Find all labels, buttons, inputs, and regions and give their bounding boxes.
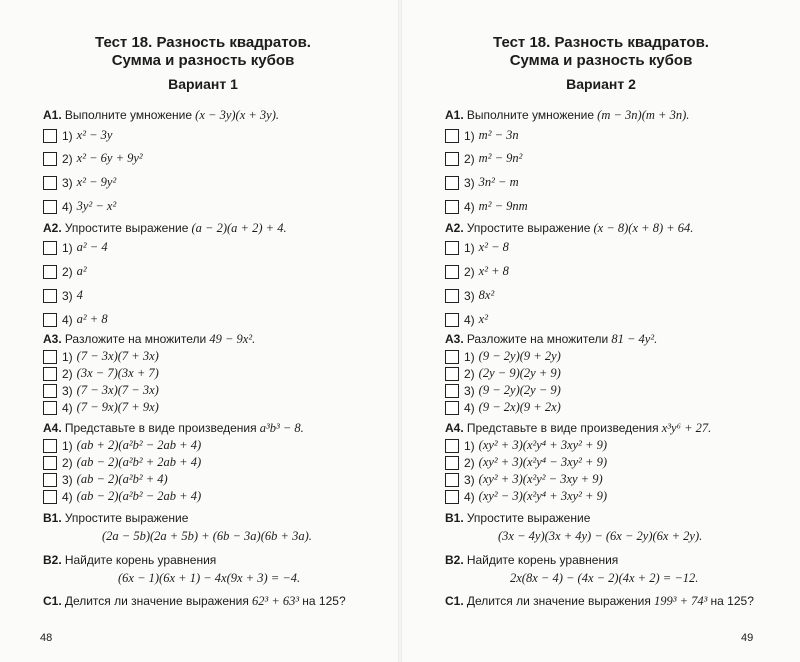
answer-checkbox[interactable] [43,473,57,487]
answer-checkbox[interactable] [43,313,57,327]
question-text: Выполните умножение [466,108,595,122]
question-expression: (2a − 5b)(2a + 5b) + (6b − 3a)(6b + 3a). [102,529,312,543]
question-number: B1. [43,511,62,525]
question-text: Упростите выражение [466,221,591,235]
question-text: Представьте в виде произведения [64,421,257,435]
question-c1 [43,594,346,609]
answer-checkbox[interactable] [445,313,459,327]
answer-checkbox[interactable] [43,176,57,190]
answer-option[interactable]: 4) x² [445,312,488,327]
answer-option[interactable]: 2) (xy² + 3)(x²y⁴ − 3xy² + 9) [445,455,607,470]
question-text: Разложите на множители [466,332,609,346]
test-title-line2: Сумма и разность кубов [111,52,295,69]
question-text: Упростите выражение [64,511,189,525]
answer-option[interactable]: 3) 4 [43,288,83,303]
answer-checkbox[interactable] [445,350,459,364]
answer-checkbox[interactable] [445,401,459,415]
question-number: B2. [43,553,62,567]
answer-option[interactable]: 4) (7 − 9x)(7 + 9x) [43,400,159,415]
question-expression: (3x − 4y)(3x + 4y) − (6x − 2y)(6x + 2y). [498,529,703,543]
answer-checkbox[interactable] [43,456,57,470]
answer-checkbox[interactable] [445,439,459,453]
answer-option[interactable]: 3) (xy² + 3)(x²y² − 3xy + 9) [445,472,603,487]
answer-option[interactable]: 3) (ab − 2)(a²b² + 4) [43,472,168,487]
page-number: 48 [40,632,53,644]
question-text: Упростите выражение [64,221,189,235]
question-number: B1. [445,511,464,525]
question-number: A2. [43,221,62,235]
answer-option[interactable]: 1) (9 − 2y)(9 + 2y) [445,349,561,364]
answer-option[interactable]: 1) (ab + 2)(a²b² − 2ab + 4) [43,438,201,453]
question-number: A3. [445,332,464,346]
question-number: A1. [445,108,464,122]
page-number: 49 [741,632,754,644]
question-tail: на 125? [710,594,754,608]
answer-option[interactable]: 3) (9 − 2y)(2y − 9) [445,383,561,398]
answer-option[interactable]: 3) (7 − 3x)(7 − 3x) [43,383,159,398]
answer-option[interactable]: 4) a² + 8 [43,312,108,327]
question-expression: (m − 3n)(m + 3n). [597,108,690,122]
answer-option[interactable]: 4) (9 − 2x)(9 + 2x) [445,400,561,415]
variant-label: Вариант 1 [168,76,238,92]
answer-checkbox[interactable] [445,241,459,255]
answer-option[interactable]: 4) (xy² − 3)(x²y⁴ + 3xy² + 9) [445,489,607,504]
question-a2 [43,221,287,236]
answer-option[interactable]: 3) 8x² [445,288,494,303]
question-a1 [43,108,279,123]
question-expression: 62³ + 63³ [251,594,300,608]
question-expression: (x − 3y)(x + 3y). [195,108,280,122]
answer-checkbox[interactable] [43,241,57,255]
question-text: Найдите корень уравнения [64,553,217,567]
question-text: Найдите корень уравнения [466,553,619,567]
answer-checkbox[interactable] [43,350,57,364]
question-number: A4. [43,421,62,435]
question-number: A4. [445,421,464,435]
answer-checkbox[interactable] [43,384,57,398]
answer-checkbox[interactable] [43,367,57,381]
question-expression: a³b³ − 8. [259,421,304,435]
answer-checkbox[interactable] [43,200,57,214]
question-number: A2. [445,221,464,235]
answer-checkbox[interactable] [445,289,459,303]
question-text: Упростите выражение [466,511,591,525]
question-expression: 49 − 9x². [209,332,256,346]
answer-checkbox[interactable] [445,367,459,381]
question-tail: на 125? [302,594,346,608]
question-text: Делится ли значение выражения [466,594,651,608]
answer-option[interactable]: 1) x² − 3y [43,128,112,143]
answer-checkbox[interactable] [43,439,57,453]
test-title-line2: Сумма и разность кубов [509,52,693,69]
question-expression: 81 − 4y². [611,332,658,346]
answer-option[interactable]: 1) (xy² + 3)(x²y⁴ + 3xy² + 9) [445,438,607,453]
question-expression: (x − 8)(x + 8) + 64. [593,221,694,235]
answer-checkbox[interactable] [445,152,459,166]
question-text: Представьте в виде произведения [466,421,659,435]
right-page [400,0,800,662]
question-number: A1. [43,108,62,122]
answer-option[interactable]: 2) m² − 9n² [445,151,522,166]
answer-option[interactable]: 4) 3y² − x² [43,199,116,214]
question-expression: x³y⁶ + 27. [661,421,712,435]
question-a2 [445,221,693,236]
variant-label: Вариант 2 [566,76,636,92]
question-a3 [43,332,255,347]
answer-option[interactable]: 3) 3n² − m [445,175,519,190]
question-expression: 2x(8x − 4) − (4x − 2)(4x + 2) = −12. [510,571,699,585]
answer-checkbox[interactable] [445,200,459,214]
answer-checkbox[interactable] [445,176,459,190]
answer-option[interactable]: 1) x² − 8 [445,240,509,255]
answer-option[interactable]: 2) (ab − 2)(a²b² + 2ab + 4) [43,455,201,470]
answer-option[interactable]: 4) m² − 9nm [445,199,528,214]
question-b1 [43,511,188,526]
question-b2 [445,553,618,568]
answer-checkbox[interactable] [43,401,57,415]
answer-checkbox[interactable] [445,384,459,398]
question-a3 [445,332,657,347]
answer-checkbox[interactable] [43,265,57,279]
question-number: A3. [43,332,62,346]
answer-option[interactable]: 3) x² − 9y² [43,175,116,190]
question-b1 [445,511,590,526]
answer-checkbox[interactable] [445,473,459,487]
answer-checkbox[interactable] [445,490,459,504]
question-number: C1. [445,594,464,608]
answer-checkbox[interactable] [445,456,459,470]
question-a4 [43,421,304,436]
answer-option[interactable]: 2) (3x − 7)(3x + 7) [43,366,159,381]
question-expression: (a − 2)(a + 2) + 4. [191,221,287,235]
question-text: Разложите на множители [64,332,207,346]
answer-checkbox[interactable] [43,129,57,143]
question-expression: (6x − 1)(6x + 1) − 4x(9x + 3) = −4. [118,571,301,585]
answer-checkbox[interactable] [43,490,57,504]
answer-option[interactable]: 2) (2y − 9)(2y + 9) [445,366,561,381]
question-c1 [445,594,754,609]
answer-option[interactable]: 2) a² [43,264,87,279]
answer-option[interactable]: 1) (7 − 3x)(7 + 3x) [43,349,159,364]
question-text: Делится ли значение выражения [64,594,249,608]
test-title-line1: Тест 18. Разность квадратов. [493,34,709,51]
answer-option[interactable]: 1) m² − 3n [445,128,519,143]
question-a4 [445,421,711,436]
answer-option[interactable]: 2) x² + 8 [445,264,509,279]
answer-checkbox[interactable] [43,152,57,166]
answer-checkbox[interactable] [43,289,57,303]
question-number: B2. [445,553,464,567]
answer-option[interactable]: 1) a² − 4 [43,240,108,255]
question-text: Выполните умножение [64,108,193,122]
question-number: C1. [43,594,62,608]
question-expression: 199³ + 74³ [653,594,708,608]
answer-checkbox[interactable] [445,265,459,279]
test-title-line1: Тест 18. Разность квадратов. [95,34,311,51]
answer-option[interactable]: 2) x² − 6y + 9y² [43,151,143,166]
answer-option[interactable]: 4) (ab − 2)(a²b² − 2ab + 4) [43,489,201,504]
answer-checkbox[interactable] [445,129,459,143]
question-a1 [445,108,689,123]
question-b2 [43,553,216,568]
